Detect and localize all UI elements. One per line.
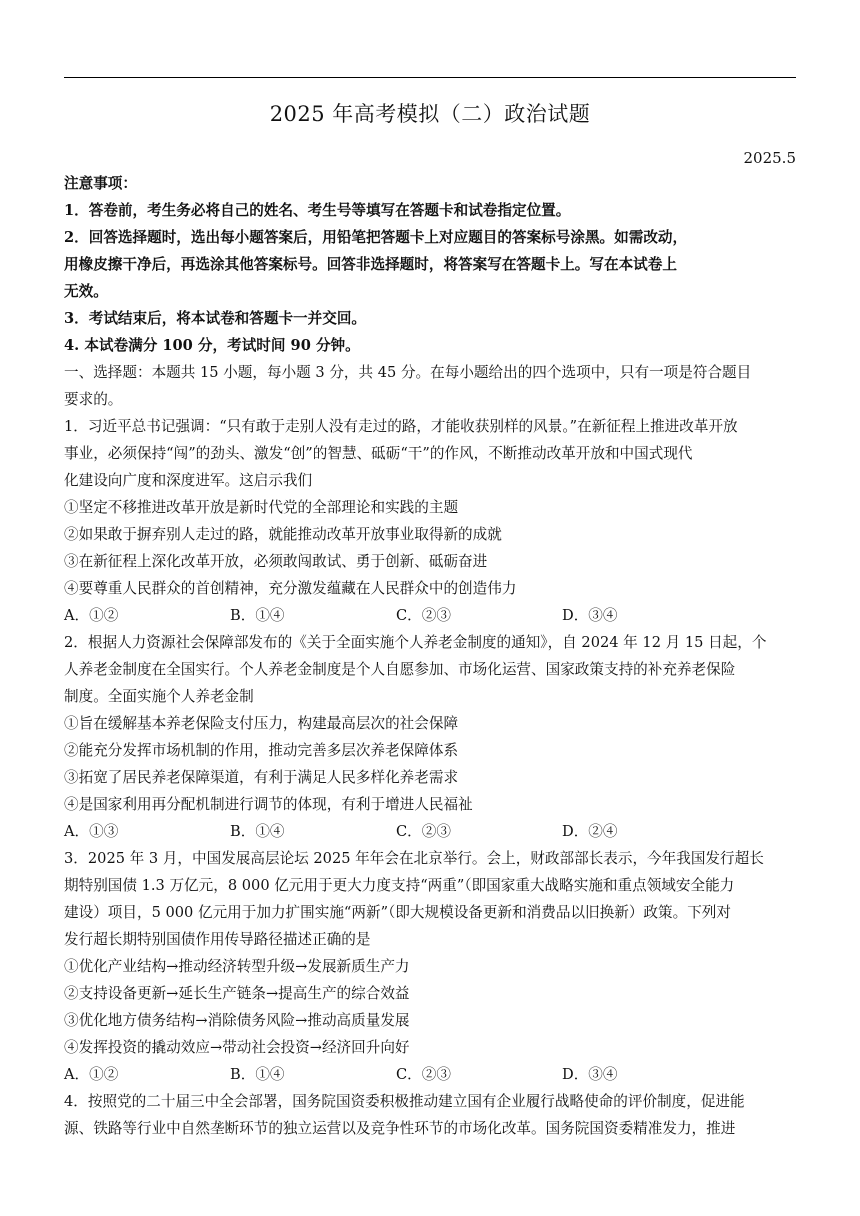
section-heading: 要求的。 <box>64 391 123 408</box>
option-a: A．①② <box>64 607 119 624</box>
notice-line: 1．答卷前，考生务必将自己的姓名、考生号等填写在答题卡和试卷指定位置。 <box>64 202 571 219</box>
exam-date: 2025.5 <box>743 149 796 167</box>
answer-options <box>64 602 796 629</box>
statement: ③在新征程上深化改革开放，必须敢闯敢试、勇于创新、砥砺奋进 <box>64 553 488 570</box>
option-d: D．③④ <box>562 1066 618 1083</box>
question-stem: 人养老金制度在全国实行。个人养老金制度是个人自愿参加、市场化运营、国家政策支持的补充养老保险 <box>64 661 736 678</box>
notice-line: 3．考试结束后，将本试卷和答题卡一并交回。 <box>64 310 367 327</box>
option-d: D．③④ <box>562 607 618 624</box>
notice-heading: 注意事项： <box>64 175 137 192</box>
header-rule <box>64 77 796 78</box>
notice-line: 用橡皮擦干净后，再选涂其他答案标号。回答非选择题时，将答案写在答题卡上。写在本试卷上 <box>64 256 677 273</box>
option-b: B．①④ <box>230 607 285 624</box>
exam-content <box>64 170 796 1142</box>
statement: ③优化地方债务结构→消除债务风险→推动高质量发展 <box>64 1012 410 1029</box>
notice-line: 4. 本试卷满分 100 分，考试时间 90 分钟。 <box>64 337 360 354</box>
question-stem: 源、铁路等行业中自然垄断环节的独立运营以及竞争性环节的市场化改革。国务院国资委精准发力，推进 <box>64 1120 736 1137</box>
notice-line: 2．回答选择题时，选出每小题答案后，用铅笔把答题卡上对应题目的答案标号涂黑。如需改动， <box>64 229 688 246</box>
answer-options <box>64 1061 796 1088</box>
question-stem: 制度。全面实施个人养老金制 <box>64 688 254 705</box>
statement: ①旨在缓解基本养老保险支付压力，构建最高层次的社会保障 <box>64 715 459 732</box>
section-heading: 一、选择题：本题共 15 小题，每小题 3 分，共 45 分。在每小题给出的四个选项中，只有一项是符合题目 <box>64 364 752 381</box>
statement: ④是国家利用再分配机制进行调节的体现，有利于增进人民福祉 <box>64 796 473 813</box>
option-d: D．②④ <box>562 823 618 840</box>
question-1 <box>64 413 796 629</box>
question-stem: 2．根据人力资源社会保障部发布的《关于全面实施个人养老金制度的通知》，自 2024 年 12 月 15 日起，个 <box>64 634 767 651</box>
statement: ①坚定不移推进改革开放是新时代党的全部理论和实践的主题 <box>64 499 459 516</box>
option-a: A．①② <box>64 1066 119 1083</box>
option-c: C．②③ <box>396 823 451 840</box>
option-c: C．②③ <box>396 1066 451 1083</box>
question-stem: 建设）项目，5 000 亿元用于加力扩围实施“两新”（即大规模设备更新和消费品以旧换新）政策。下列对 <box>64 904 731 921</box>
question-stem: 3．2025 年 3 月，中国发展高层论坛 2025 年年会在北京举行。会上，财政部部长表示，今年我国发行超长 <box>64 850 764 867</box>
question-stem: 1．习近平总书记强调：“只有敢于走别人没有走过的路，才能收获别样的风景。”在新征程上推进改革开放 <box>64 418 738 435</box>
question-4 <box>64 1088 796 1142</box>
question-stem: 4．按照党的二十届三中全会部署，国务院国资委积极推动建立国有企业履行战略使命的评价制度，促进能 <box>64 1093 745 1110</box>
answer-options <box>64 818 796 845</box>
question-stem: 发行超长期特别国债作用传导路径描述正确的是 <box>64 931 371 948</box>
statement: ②能充分发挥市场机制的作用，推动完善多层次养老保障体系 <box>64 742 459 759</box>
statement: ②如果敢于摒弃别人走过的路，就能推动改革开放事业取得新的成就 <box>64 526 502 543</box>
option-a: A．①③ <box>64 823 119 840</box>
question-2 <box>64 629 796 845</box>
question-stem: 化建设向广度和深度进军。这启示我们 <box>64 472 313 489</box>
notice-line: 无效。 <box>64 283 108 300</box>
statement: ④发挥投资的撬动效应→带动社会投资→经济回升向好 <box>64 1039 410 1056</box>
question-stem: 期特别国债 1.3 万亿元，8 000 亿元用于更大力度支持“两重”（即国家重大战略实施和重点领域安全能力 <box>64 877 735 894</box>
statement: ④要尊重人民群众的首创精神，充分激发蕴藏在人民群众中的创造伟力 <box>64 580 517 597</box>
option-c: C．②③ <box>396 607 451 624</box>
statement: ③拓宽了居民养老保障渠道，有利于满足人民多样化养老需求 <box>64 769 459 786</box>
option-b: B．①④ <box>230 823 285 840</box>
option-b: B．①④ <box>230 1066 285 1083</box>
statement: ①优化产业结构→推动经济转型升级→发展新质生产力 <box>64 958 410 975</box>
question-3 <box>64 845 796 1088</box>
question-stem: 事业，必须保持“闯”的劲头、激发“创”的智慧、砥砺“干”的作风，不断推动改革开放和中国式现代 <box>64 445 693 462</box>
page-title: 2025 年高考模拟（二）政治试题 <box>269 102 591 126</box>
statement: ②支持设备更新→延长生产链条→提高生产的综合效益 <box>64 985 410 1002</box>
